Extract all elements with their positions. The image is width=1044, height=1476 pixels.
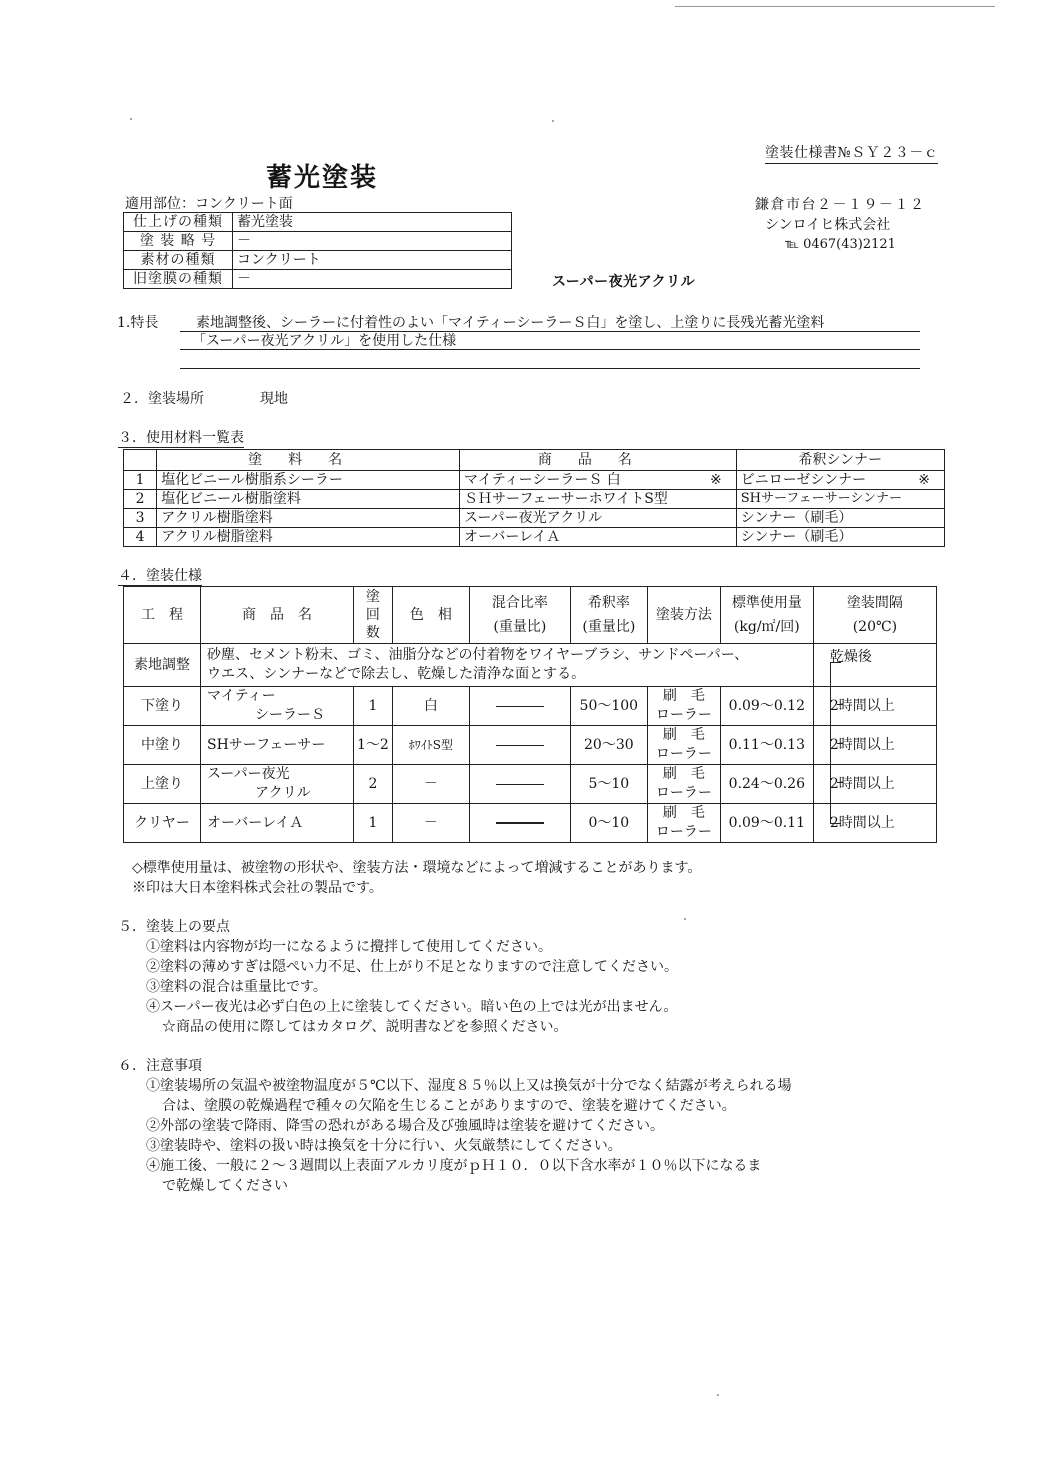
section5 xyxy=(118,917,678,1037)
spec-header-row xyxy=(124,587,937,644)
list-item: ☆商品の使用に際してはカタログ、説明書などを参照ください。 xyxy=(162,1019,568,1035)
process-cell: 素地調整 xyxy=(124,644,201,687)
bracket-tick xyxy=(837,782,843,783)
header-paint: 塗料名 xyxy=(157,450,460,471)
product-cell: オーバーレイＡ xyxy=(201,804,354,843)
list-item: ③塗装時や、塗料の扱い時は換気を十分に行い、火気厳禁にしてください。 xyxy=(146,1138,622,1154)
table-row xyxy=(124,765,937,804)
dnt-mark: ※ xyxy=(709,472,722,488)
color-cell: 白 xyxy=(392,687,469,726)
table-row xyxy=(124,509,945,528)
thinner-cell: SHサーフェーサーシンナー xyxy=(736,490,944,509)
section1-heading: 1.特長 xyxy=(117,315,159,331)
underline xyxy=(180,368,920,369)
color-cell: － xyxy=(392,765,469,804)
info-key: 塗 装 略 号 xyxy=(124,232,233,251)
method-cell: 刷 毛 ローラー xyxy=(647,687,720,726)
section4-heading: ４．塗装仕様 xyxy=(118,567,202,586)
section6 xyxy=(118,1056,792,1196)
product-cell: マイティーシーラーＳ 白 ※ xyxy=(460,471,737,490)
thinner-cell: シンナー（刷毛） xyxy=(736,528,944,547)
product-cell: ＳＨサーフェーサーホワイトS型 xyxy=(460,490,737,509)
row-number: 1 xyxy=(124,471,157,490)
header-usage: 標準使用量 (kg/㎡/回) xyxy=(720,587,813,644)
info-value: 蓄光塗装 xyxy=(233,213,512,232)
section6-heading: ６．注意事項 xyxy=(118,1058,202,1074)
bracket-tick xyxy=(837,704,843,705)
scan-speckle xyxy=(130,118,132,120)
list-item-continuation: 合は、塗膜の乾燥過程で種々の欠陥を生じることがありますので、塗装を避けてください。 xyxy=(162,1098,736,1114)
table-row xyxy=(124,471,945,490)
list-item: ②外部の塗装で降雨、降雪の恐れがある場合及び強風時は塗装を避けてください。 xyxy=(146,1118,664,1134)
prep-description: 砂塵、セメント粉末、ゴミ、油脂分などの付着物をワイヤーブラシ、サンドペーパー、 ウエス、シンナーなどで除去し、乾燥した清浄な面とする。 xyxy=(201,644,814,687)
dilution-cell: 50～100 xyxy=(570,687,647,726)
row-number: 4 xyxy=(124,528,157,547)
product-cell: マイティー シーラーＳ xyxy=(201,687,354,726)
notes-block xyxy=(132,858,701,898)
coats-cell: 1 xyxy=(354,804,393,843)
process-cell: 中塗り xyxy=(124,726,201,765)
process-cell: 上塗り xyxy=(124,765,201,804)
info-row xyxy=(124,270,512,289)
header-method: 塗装方法 xyxy=(647,587,720,644)
underline xyxy=(180,349,920,350)
company-address: 鎌倉市台２－１９－１２ xyxy=(755,197,926,213)
scan-edge-line xyxy=(675,6,995,7)
table-row xyxy=(124,726,937,765)
method-cell: 刷 毛 ローラー xyxy=(647,765,720,804)
company-name: シンロイヒ株式会社 xyxy=(765,217,891,233)
info-value: － xyxy=(233,232,512,251)
interval-cell: 2時間以上 xyxy=(813,687,936,726)
product-cell: スーパー夜光 アクリル xyxy=(201,765,354,804)
header-mix: 混合比率 (重量比) xyxy=(469,587,570,644)
table-row xyxy=(124,528,945,547)
info-row xyxy=(124,232,512,251)
materials-header-row xyxy=(124,450,945,471)
header-product: 商 品 名 xyxy=(201,587,354,644)
document-number: 塗装仕様書№ＳＹ２３－ｃ xyxy=(765,144,938,164)
paint-type: アクリル樹脂塗料 xyxy=(157,509,460,528)
row-number: 3 xyxy=(124,509,157,528)
paint-type: 塩化ビニール樹脂系シーラー xyxy=(157,471,460,490)
paint-type: 塩化ビニール樹脂塗料 xyxy=(157,490,460,509)
dilution-cell: 20～30 xyxy=(570,726,647,765)
info-value: － xyxy=(233,270,512,289)
method-cell: 刷 毛 ローラー xyxy=(647,804,720,843)
mix-cell xyxy=(469,687,570,726)
usage-cell: 0.24～0.26 xyxy=(720,765,813,804)
color-cell: ﾎﾜｲﾄS型 xyxy=(392,726,469,765)
section2 xyxy=(120,390,288,408)
note-usage: ◇標準使用量は、被塗物の形状や、塗装方法・環境などによって増減することがあります。 xyxy=(132,860,702,876)
product-cell: スーパー夜光アクリル xyxy=(460,509,737,528)
header-cell xyxy=(124,450,157,471)
header-color: 色 相 xyxy=(392,587,469,644)
interval-cell: 2時間以上 xyxy=(813,726,936,765)
thinner-cell: シンナー（刷毛） xyxy=(736,509,944,528)
section2-value: 現地 xyxy=(260,391,288,407)
table-row xyxy=(124,687,937,726)
process-cell: クリヤー xyxy=(124,804,201,843)
section3-heading: ３．使用材料一覧表 xyxy=(118,429,244,448)
usage-cell: 0.09～0.11 xyxy=(720,804,813,843)
info-key: 仕上げの種類 xyxy=(124,213,233,232)
materials-table xyxy=(123,449,945,547)
info-key: 旧塗膜の種類 xyxy=(124,270,233,289)
interval-cell: 乾燥後 xyxy=(813,644,936,687)
mix-cell xyxy=(469,726,570,765)
application-scope: 適用部位：コンクリート面 xyxy=(125,196,293,212)
list-item: ④施工後、一般に２～３週間以上表面アルカリ度がｐＨ１０．０以下含水率が１０％以下になるま xyxy=(146,1158,762,1174)
section6-items xyxy=(118,1076,792,1196)
coats-cell: 2 xyxy=(354,765,393,804)
finish-info-table xyxy=(123,212,512,289)
section5-heading: ５．塗装上の要点 xyxy=(118,919,230,935)
scan-speckle xyxy=(717,1394,719,1396)
table-row xyxy=(124,804,937,843)
company-tel: ℡ 0467(43)2121 xyxy=(785,237,896,252)
coats-cell: 1～2 xyxy=(354,726,393,765)
product-cell: オーバーレイＡ xyxy=(460,528,737,547)
header-product: 商品名 xyxy=(460,450,737,471)
method-cell: 刷 毛 ローラー xyxy=(647,726,720,765)
interval-cell: 2時間以上 xyxy=(813,765,936,804)
header-process: 工 程 xyxy=(124,587,201,644)
process-cell: 下塗り xyxy=(124,687,201,726)
info-value: コンクリート xyxy=(233,251,512,270)
section1-line1: 素地調整後、シーラーに付着性のよい「マイティーシーラーＳ白」を塗し、上塗りに長残光蓄光塗料 xyxy=(196,315,825,331)
list-item-continuation: で乾燥してください xyxy=(162,1178,288,1194)
header-thinner: 希釈シンナー xyxy=(736,450,944,471)
section1-line2: 「スーパー夜光アクリル」を使用した仕様 xyxy=(192,333,457,349)
thinner-cell: ビニローゼシンナー ※ xyxy=(736,471,944,490)
company-block xyxy=(755,195,926,255)
list-item: ③塗料の混合は重量比です。 xyxy=(146,979,327,995)
section5-items xyxy=(118,937,678,1037)
product-name: スーパー夜光アクリル xyxy=(552,274,696,290)
paint-type: アクリル樹脂塗料 xyxy=(157,528,460,547)
scan-speckle xyxy=(552,120,554,122)
product-cell: SHサーフェーサー xyxy=(201,726,354,765)
note-mark: ※印は大日本塗料株式会社の製品です。 xyxy=(132,880,383,896)
section2-heading: ２．塗装場所 xyxy=(120,391,204,407)
list-item: ①塗装場所の気温や被塗物温度が５℃以下、湿度８５％以上又は換気が十分でなく結露が考えられる場 xyxy=(146,1078,792,1094)
list-item: ①塗料は内容物が均一になるように攪拌して使用してください。 xyxy=(146,939,552,955)
info-row xyxy=(124,213,512,232)
header-interval: 塗装間隔 (20℃) xyxy=(813,587,936,644)
table-row xyxy=(124,490,945,509)
mix-cell xyxy=(469,765,570,804)
color-cell: － xyxy=(392,804,469,843)
usage-cell: 0.09～0.12 xyxy=(720,687,813,726)
coats-cell: 1 xyxy=(354,687,393,726)
info-row xyxy=(124,251,512,270)
bracket-tick xyxy=(837,743,843,744)
header-coats: 塗 回 数 xyxy=(354,587,393,644)
scan-speckle xyxy=(684,918,686,920)
info-key: 素材の種類 xyxy=(124,251,233,270)
dilution-cell: 5～10 xyxy=(570,765,647,804)
document-title: 蓄光塗装 xyxy=(266,163,379,193)
mix-cell xyxy=(469,804,570,843)
list-item: ④スーパー夜光は必ず白色の上に塗装してください。暗い色の上では光が出ません。 xyxy=(146,999,678,1015)
dilution-cell: 0～10 xyxy=(570,804,647,843)
row-number: 2 xyxy=(124,490,157,509)
header-dilution: 希釈率 (重量比) xyxy=(570,587,647,644)
dnt-mark: ※ xyxy=(918,472,930,488)
usage-cell: 0.11～0.13 xyxy=(720,726,813,765)
painting-spec-table xyxy=(123,586,937,843)
prep-row xyxy=(124,644,937,687)
list-item: ②塗料の薄めすぎは隠ぺい力不足、仕上がり不足となりますので注意してください。 xyxy=(146,959,678,975)
interval-cell: 2時間以上 xyxy=(813,804,936,843)
